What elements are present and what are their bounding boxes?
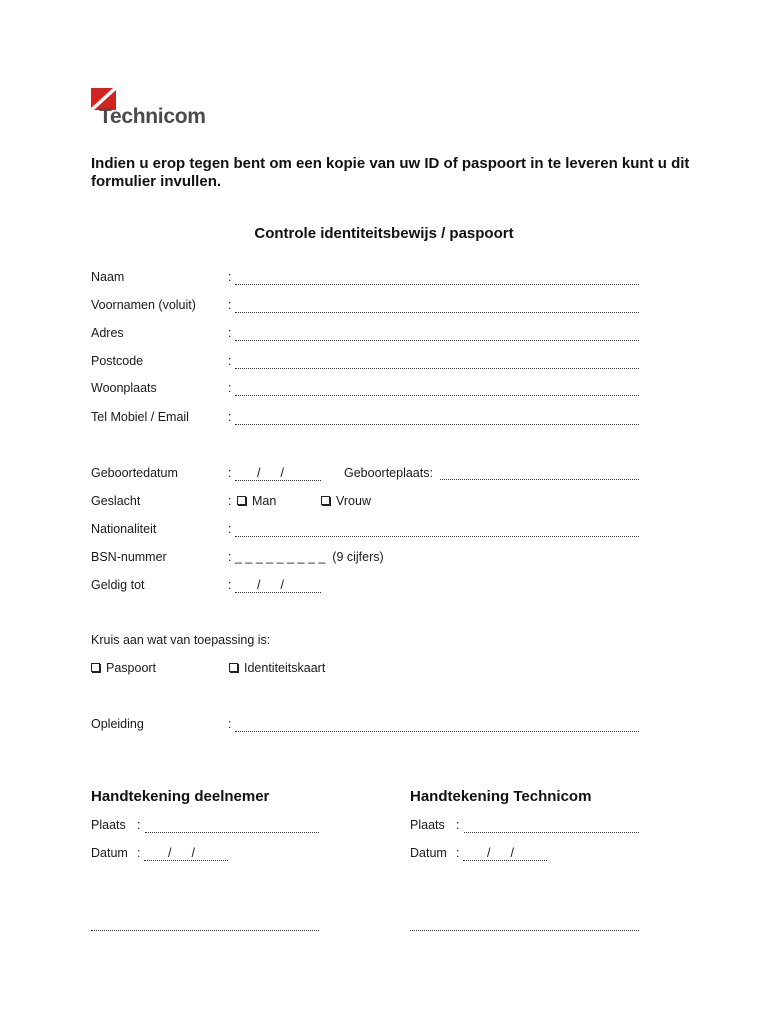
colon: : — [137, 846, 141, 860]
colon: : — [228, 717, 232, 731]
label-naam: Naam — [91, 270, 125, 284]
label-geboortedatum: Geboortedatum — [91, 466, 178, 480]
option-man[interactable] — [237, 494, 276, 508]
option-paspoort[interactable] — [91, 661, 156, 675]
label-plaats-left: Plaats — [91, 818, 126, 832]
adres-field[interactable] — [235, 340, 639, 341]
date-separator: / — [486, 846, 491, 860]
bsn-mask: _ _ _ _ _ _ _ _ _ — [234, 550, 326, 564]
option-vrouw[interactable] — [321, 494, 371, 508]
date-separator: / — [510, 846, 514, 860]
colon: : — [228, 298, 232, 312]
label-voornamen: Voornamen (voluit) — [91, 298, 196, 312]
date-separator: / — [280, 578, 284, 592]
label-geboorteplaats: Geboorteplaats: — [344, 466, 433, 480]
label-adres: Adres — [91, 326, 124, 340]
signature-participant-title: Handtekening deelnemer — [91, 788, 270, 805]
checkbox-icon[interactable] — [229, 663, 238, 672]
postcode-field[interactable] — [235, 368, 639, 369]
colon: : — [228, 550, 232, 564]
signature-line-participant[interactable] — [91, 930, 319, 931]
date-line — [235, 466, 321, 481]
colon: : — [137, 818, 141, 832]
colon: : — [456, 818, 460, 832]
date-line — [235, 578, 321, 593]
opleiding-field[interactable] — [235, 731, 639, 732]
woonplaats-field[interactable] — [235, 395, 639, 396]
colon: : — [228, 522, 232, 536]
label-datum-right: Datum — [410, 846, 447, 860]
geldig-tot-field[interactable] — [228, 578, 321, 593]
date-line — [144, 846, 228, 861]
plaats-right-field[interactable] — [464, 832, 639, 833]
bsn-hint: (9 cijfers) — [332, 550, 384, 564]
date-separator: / — [167, 846, 172, 860]
date-separator: / — [280, 466, 284, 480]
checkbox-icon[interactable] — [237, 496, 246, 505]
label-opleiding: Opleiding — [91, 717, 144, 731]
date-separator: / — [256, 466, 261, 480]
voornamen-field[interactable] — [235, 312, 639, 313]
colon: : — [228, 354, 232, 368]
colon: : — [228, 410, 232, 424]
nationaliteit-field[interactable] — [235, 536, 639, 537]
datum-left-field[interactable] — [137, 846, 228, 861]
option-identiteitskaart[interactable] — [229, 661, 325, 675]
date-line — [463, 846, 547, 861]
label-nationaliteit: Nationaliteit — [91, 522, 157, 536]
naam-field[interactable] — [235, 284, 639, 285]
datum-right-field[interactable] — [456, 846, 547, 861]
label-postcode: Postcode — [91, 354, 144, 368]
colon: : — [228, 326, 232, 340]
label-geslacht: Geslacht — [91, 494, 141, 508]
signature-technicom-title: Handtekening Technicom — [410, 788, 592, 805]
checkbox-icon[interactable] — [91, 663, 100, 672]
label-tel: Tel Mobiel / Email — [91, 410, 189, 424]
geboortedatum-field[interactable] — [228, 466, 321, 481]
option-paspoort-label: Paspoort — [106, 661, 157, 675]
doc-type-prompt: Kruis aan wat van toepassing is: — [91, 633, 271, 647]
label-woonplaats: Woonplaats — [91, 381, 157, 395]
label-geldig-tot: Geldig tot — [91, 578, 145, 592]
colon: : — [228, 578, 232, 592]
signature-line-technicom[interactable] — [410, 930, 639, 931]
label-plaats-right: Plaats — [410, 818, 445, 832]
label-datum-left: Datum — [91, 846, 128, 860]
date-separator: / — [256, 578, 261, 592]
option-vrouw-label: Vrouw — [336, 494, 371, 508]
plaats-left-field[interactable] — [145, 832, 319, 833]
form-heading: Controle identiteitsbewijs / paspoort — [254, 225, 514, 242]
colon: : — [228, 466, 232, 480]
colon: : — [228, 381, 232, 395]
intro-text: Indien u erop tegen bent om een kopie van uw ID of paspoort in te leveren kunt u dit formulier invullen. — [91, 155, 690, 190]
colon: : — [228, 494, 232, 508]
checkbox-icon[interactable] — [321, 496, 330, 505]
bsn-field[interactable] — [228, 550, 384, 564]
date-separator: / — [191, 846, 195, 860]
colon: : — [228, 270, 232, 284]
logo-text: Technicom — [99, 105, 206, 128]
option-man-label: Man — [252, 494, 277, 508]
label-bsn: BSN-nummer — [91, 550, 167, 564]
colon: : — [456, 846, 460, 860]
tel-email-field[interactable] — [235, 424, 639, 425]
geboorteplaats-field[interactable] — [440, 479, 639, 480]
option-identiteitskaart-label: Identiteitskaart — [244, 661, 326, 675]
